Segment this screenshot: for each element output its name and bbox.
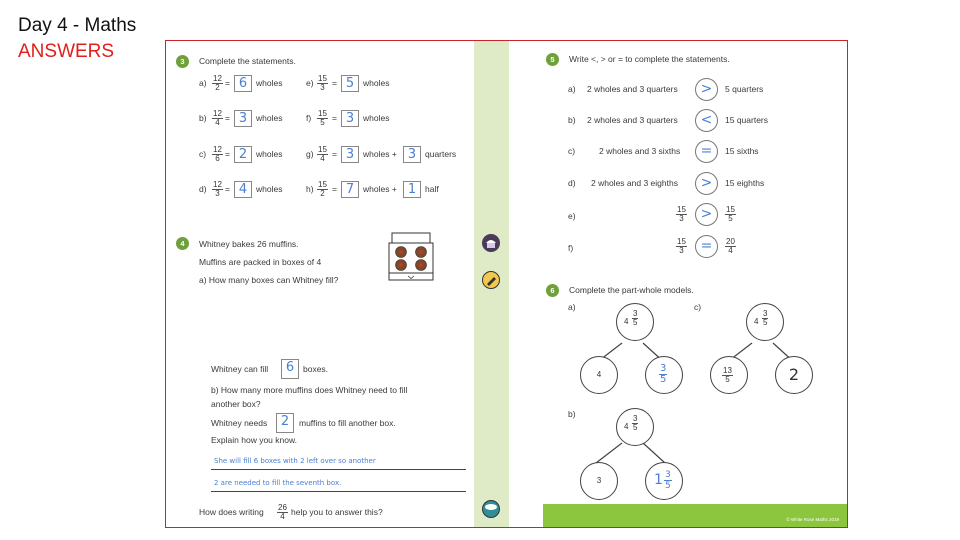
q3-item-f: f) $\frac{15}{5}$ = 3 wholes bbox=[306, 109, 390, 127]
answer-box-2[interactable]: 1 bbox=[403, 181, 421, 198]
question-3-number: 3 bbox=[176, 55, 189, 68]
row-left: 2 wholes and 3 quarters bbox=[587, 115, 678, 125]
comparison-circle[interactable]: > bbox=[695, 203, 718, 226]
need-text-post: muffins to fill another box. bbox=[299, 418, 396, 428]
row-right: 5 quarters bbox=[725, 84, 764, 94]
item-label: f) bbox=[306, 113, 312, 123]
question-6-prompt: Complete the part-whole models. bbox=[569, 285, 694, 295]
unit-text: wholes bbox=[256, 78, 283, 88]
q3-item-d: d) $\frac{12}{3}$ = 4 wholes bbox=[199, 180, 283, 198]
q4-fill-row bbox=[211, 359, 371, 381]
model-b-whole: 4 $\frac{3}{5}$ bbox=[616, 408, 654, 446]
q3-item-h: h) $\frac{15}{2}$ = 7 wholes + 1 half bbox=[306, 180, 439, 198]
row-label: e) bbox=[568, 211, 576, 221]
answer-box[interactable]: 5 bbox=[341, 75, 359, 92]
comparison-circle[interactable]: < bbox=[695, 109, 718, 132]
unit-text-2: quarters bbox=[425, 149, 457, 159]
q3-item-c: c) $\frac{12}{6}$ = 2 wholes bbox=[199, 145, 283, 163]
row-right: 15 quarters bbox=[725, 115, 768, 125]
unit-text: wholes bbox=[256, 184, 283, 194]
q4-how-row bbox=[199, 501, 439, 523]
row-label: b) bbox=[568, 115, 576, 125]
unit-text: wholes bbox=[363, 113, 390, 123]
answer-box[interactable]: 7 bbox=[341, 181, 359, 198]
handwritten-line-2: 2 are needed to fill the seventh box. bbox=[214, 479, 342, 487]
model-b-part-right[interactable]: 1 $\frac{3}{5}$ bbox=[645, 462, 683, 500]
fraction: $\frac{12}{3}$ bbox=[213, 180, 222, 198]
fraction: $\frac{12}{4}$ bbox=[213, 109, 222, 127]
q3-item-e: e) $\frac{15}{3}$ = 5 wholes bbox=[306, 74, 390, 92]
fraction: $\frac{12}{6}$ bbox=[213, 145, 222, 163]
comparison-circle[interactable]: = bbox=[695, 140, 718, 163]
q5-row-d bbox=[568, 172, 838, 196]
unit-text-2: half bbox=[425, 184, 439, 194]
model-a-part-left: 4 bbox=[580, 356, 618, 394]
model-c-part-left: $\frac{13}{5}$ bbox=[710, 356, 748, 394]
q3-item-b: b) $\frac{12}{4}$ = 3 wholes bbox=[199, 109, 283, 127]
comparison-circle[interactable]: > bbox=[695, 78, 718, 101]
row-right: 15 eighths bbox=[725, 178, 765, 188]
item-label: c) bbox=[199, 149, 207, 159]
fraction: $\frac{26}{4}$ bbox=[278, 503, 287, 521]
muffins-answer-box[interactable]: 2 bbox=[276, 413, 294, 433]
question-5-prompt: Write <, > or = to complete the statements. bbox=[569, 54, 730, 64]
fraction: $\frac{20}{4}$ bbox=[726, 237, 735, 255]
boxes-answer-box[interactable]: 6 bbox=[281, 359, 299, 379]
slide-subtitle: ANSWERS bbox=[18, 41, 115, 62]
fill-text-post: boxes. bbox=[303, 364, 329, 374]
question-4-number: 4 bbox=[176, 237, 189, 250]
answer-box[interactable]: 3 bbox=[341, 146, 359, 163]
q4-need-row bbox=[211, 413, 431, 435]
row-label: f) bbox=[568, 243, 574, 253]
row-right: 15 sixths bbox=[725, 146, 759, 156]
pot-icon bbox=[482, 500, 500, 518]
model-c-part-right[interactable]: 2 bbox=[775, 356, 813, 394]
fill-text-pre: Whitney can fill bbox=[211, 364, 269, 374]
item-label: a) bbox=[199, 78, 207, 88]
q4-question-b-line1: b) How many more muffins does Whitney need to fill bbox=[211, 385, 408, 395]
copyright: © White Rose Maths 2019 bbox=[786, 517, 839, 522]
q4-question-a: a) How many boxes can Whitney fill? bbox=[199, 275, 339, 285]
model-b-label: b) bbox=[568, 409, 576, 419]
unit-text: wholes bbox=[363, 78, 390, 88]
pencil-icon bbox=[482, 271, 500, 289]
cupcake-icon bbox=[482, 234, 500, 252]
question-3-prompt: Complete the statements. bbox=[199, 56, 296, 66]
q4-question-b-line2: another box? bbox=[211, 399, 261, 409]
need-text-pre: Whitney needs bbox=[211, 418, 268, 428]
model-a-part-right[interactable]: $\frac{3}{5}$ bbox=[645, 356, 683, 394]
unit-text: wholes + bbox=[363, 184, 397, 194]
model-a-whole: 4 $\frac{3}{5}$ bbox=[616, 303, 654, 341]
answer-box[interactable]: 6 bbox=[234, 75, 252, 92]
answer-box[interactable]: 4 bbox=[234, 181, 252, 198]
row-left: 2 wholes and 3 sixths bbox=[599, 146, 681, 156]
q4-line-1: Whitney bakes 26 muffins. bbox=[199, 239, 299, 249]
answer-line-1 bbox=[211, 469, 466, 470]
q5-row-b bbox=[568, 109, 838, 133]
fraction: $\frac{15}{3}$ bbox=[677, 205, 686, 223]
muffin-box-image bbox=[386, 229, 436, 287]
answer-box-2[interactable]: 3 bbox=[403, 146, 421, 163]
fraction: $\frac{15}{3}$ bbox=[318, 74, 327, 92]
answer-line-2 bbox=[211, 491, 466, 492]
footer-bar bbox=[543, 504, 847, 527]
fraction: $\frac{15}{4}$ bbox=[318, 145, 327, 163]
comparison-circle[interactable]: = bbox=[695, 235, 718, 258]
answer-box[interactable]: 3 bbox=[341, 110, 359, 127]
row-label: c) bbox=[568, 146, 576, 156]
model-c-whole: 4 $\frac{3}{5}$ bbox=[746, 303, 784, 341]
unit-text: wholes bbox=[256, 113, 283, 123]
question-6-number: 6 bbox=[546, 284, 559, 297]
fraction: $\frac{15}{5}$ bbox=[318, 109, 327, 127]
item-label: d) bbox=[199, 184, 207, 194]
model-a-label: a) bbox=[568, 302, 576, 312]
unit-text: wholes bbox=[256, 149, 283, 159]
answer-box[interactable]: 3 bbox=[234, 110, 252, 127]
fraction: $\frac{15}{5}$ bbox=[726, 205, 735, 223]
q5-row-c bbox=[568, 140, 838, 164]
q5-row-f bbox=[568, 235, 838, 259]
handwritten-line-1: She will fill 6 boxes with 2 left over so another bbox=[214, 457, 376, 465]
how-text-pre: How does writing bbox=[199, 507, 264, 517]
item-label: h) bbox=[306, 184, 314, 194]
item-label: g) bbox=[306, 149, 314, 159]
q4-line-2: Muffins are packed in boxes of 4 bbox=[199, 257, 322, 267]
fraction: $\frac{15}{2}$ bbox=[318, 180, 327, 198]
fraction: $\frac{15}{3}$ bbox=[677, 237, 686, 255]
slide-title: Day 4 - Maths bbox=[18, 15, 137, 36]
unit-text: wholes + bbox=[363, 149, 397, 159]
item-label: b) bbox=[199, 113, 207, 123]
answer-box[interactable]: 2 bbox=[234, 146, 252, 163]
question-5-number: 5 bbox=[546, 53, 559, 66]
worksheet bbox=[165, 40, 848, 528]
row-label: d) bbox=[568, 178, 576, 188]
fraction: $\frac{12}{2}$ bbox=[213, 74, 222, 92]
comparison-circle[interactable]: > bbox=[695, 172, 718, 195]
model-b-part-left: 3 bbox=[580, 462, 618, 500]
how-text-post: help you to answer this? bbox=[291, 507, 383, 517]
q5-row-e bbox=[568, 203, 838, 227]
row-label: a) bbox=[568, 84, 576, 94]
q5-row-a bbox=[568, 78, 838, 102]
model-c-label: c) bbox=[694, 302, 702, 312]
item-label: e) bbox=[306, 78, 314, 88]
q3-item-g: g) $\frac{15}{4}$ = 3 wholes + 3 quarters bbox=[306, 145, 457, 163]
row-left: 2 wholes and 3 eighths bbox=[591, 178, 678, 188]
row-left: 2 wholes and 3 quarters bbox=[587, 84, 678, 94]
q3-item-a: a) $\frac{12}{2}$ = 6 wholes bbox=[199, 74, 283, 92]
q4-explain-prompt: Explain how you know. bbox=[211, 435, 297, 445]
